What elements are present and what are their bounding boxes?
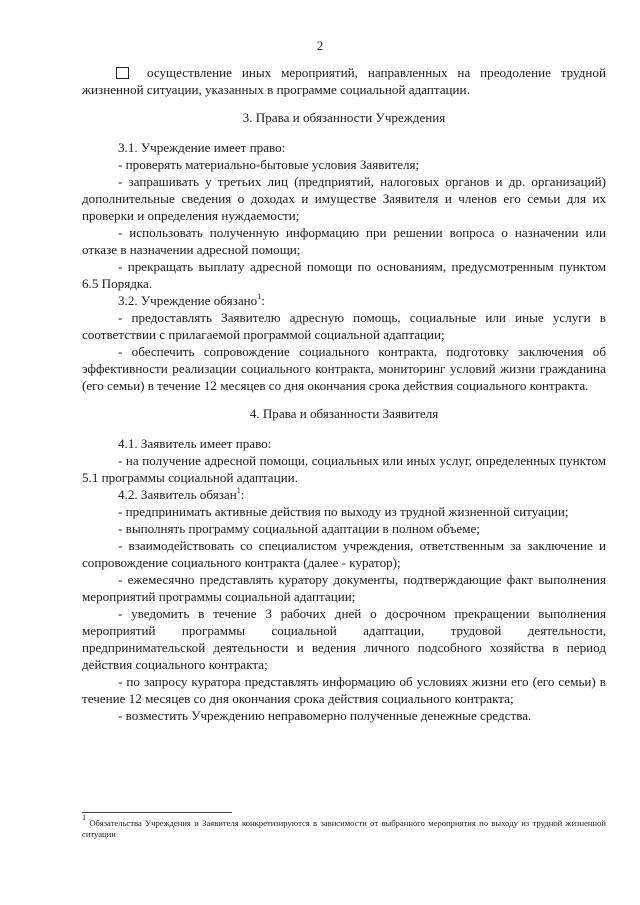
list-item: - уведомить в течение 3 рабочих дней о досрочном прекращении выполнения мероприятий программы социальной адаптации, трудовой деятельности, предпринимательской деятельности и ведения личного подсобного хозяйства в период действия социального контракта; [82,606,606,672]
section4-heading: 4. Права и обязанности Заявителя [249,406,439,421]
section3-heading: 3. Права и обязанности Учреждения [242,110,446,125]
list-item: - обеспечить сопровождение социального контракта, подготовку заключения об эффективности реализации социального контракта, мониторинг условий жизни гражданина (его семьи) в течение 12 месяцев со дня окончания срока действия социального контракта. [82,344,606,393]
list-item: - запрашивать у третьих лиц (предприятий, налоговых органов и др. организаций) дополнительные сведения о доходах и имуществе Заявителя и членов его семьи для их проверки и определения нуждаемости; [82,174,606,223]
footnote [82,813,606,840]
intro-text: осуществление иных мероприятий, направленных на преодоление трудной жизненной ситуации, указанных в программе социальной адаптации. [82,65,606,97]
colon: : [261,293,265,308]
footnote-divider [82,812,232,813]
footnote-ref: 1 [236,486,241,495]
clause-3-2 [82,292,606,309]
list-item: - по запросу куратора представлять информацию об условиях жизни его (его семьи) в течение 12 месяцев со дня окончания срока действия социального контракта; [82,674,606,706]
footnote-ref: 1 [257,292,262,301]
colon: : [240,487,245,502]
list-item: - проверять материально-бытовые условия Заявителя; [118,157,420,172]
document-body [82,64,606,724]
list-item: - взаимодействовать со специалистом учреждения, ответственным за заключение и сопровождение социального контракта (далее - куратор); [82,538,606,570]
list-item: - ежемесячно представлять куратору документы, подтверждающие факт выполнения мероприятий программы социальной адаптации; [82,572,606,604]
page-number: 2 [316,38,324,53]
clause-3-1: 3.1. Учреждение имеет право: [118,140,286,155]
intro-paragraph [82,64,606,98]
list-item: - использовать полученную информацию при решении вопроса о назначении или отказе в назначении адресной помощи; [82,225,606,257]
checkbox[interactable] [116,67,129,79]
list-item: - выполнять программу социальной адаптации в полном объеме; [118,521,480,536]
clause-4-2-text: 4.2. Заявитель обязан [118,487,237,502]
list-item: - прекращать выплату адресной помощи по основаниям, предусмотренным пунктом 6.5 Порядка. [82,259,606,291]
clause-3-2-text: 3.2. Учреждение обязано [118,293,258,308]
clause-4-1: 4.1. Заявитель имеет право: [118,436,272,451]
list-item: - возместить Учреждению неправомерно полученные денежные средства. [118,708,532,723]
footnote-mark: 1 [82,813,86,822]
footnote-text: Обязательства Учреждения и Заявителя конкретизируются в зависимости от выбранного мероприятия по выходу из трудной жизненной ситуации [82,818,606,839]
list-item: - предоставлять Заявителю адресную помощь, социальные или иные услуги в соответствии с прилагаемой программой социальной адаптации; [82,310,606,342]
clause-4-2 [82,486,606,503]
list-item: - на получение адресной помощи, социальных или иных услуг, определенных пунктом 5.1 программы социальной адаптации. [82,453,606,485]
list-item: - предпринимать активные действия по выходу из трудной жизненной ситуации; [118,504,569,519]
